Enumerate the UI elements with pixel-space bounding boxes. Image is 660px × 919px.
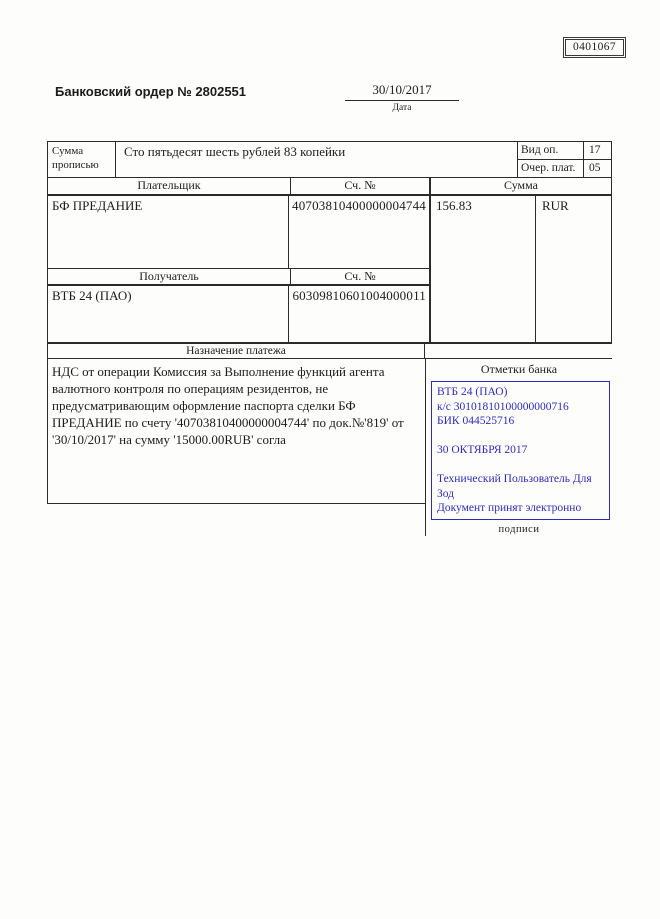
stamp-blank-line	[437, 458, 604, 473]
bank-marks-header: Отметки банка	[480, 362, 558, 376]
operation-type-value: 17	[589, 144, 601, 156]
operation-type-row	[518, 142, 611, 160]
operation-type-label: Вид оп.	[518, 142, 584, 159]
parties-left-part	[48, 196, 429, 342]
amount-words-label: Сумма прописью	[48, 142, 116, 177]
form-code: 0401067	[573, 41, 617, 53]
date-label: Дата	[392, 103, 412, 113]
stamp-operator: Технический Пользователь Для Зод	[437, 473, 592, 500]
recipient-row	[48, 286, 429, 342]
date-block	[345, 82, 459, 113]
parties-block	[47, 196, 612, 344]
purpose-text: НДС от операции Комиссия за Выполнение функций агента валютного контроля по операциям резидентов, не предусматривающим оформление паспорта сделки БФ ПРЕДАНИЕ по счету '40703810400000004744' по док.№'819' от '30/10/2017' на сумму '15000.00RUB' согла	[47, 359, 425, 504]
payer-account: 40703810400000004744	[292, 198, 426, 213]
bank-marks-column	[425, 359, 612, 536]
payment-priority-row	[518, 160, 611, 177]
purpose-header: Назначение платежа	[48, 344, 425, 358]
recipient-account: 60309810601004000011	[292, 288, 426, 303]
recipient-account-column-header: Сч. №	[344, 269, 376, 283]
date-value: 30/10/2017	[345, 82, 459, 101]
amount-column-header: Сумма	[429, 178, 611, 194]
order-table	[47, 141, 612, 536]
amount-column	[429, 196, 611, 342]
currency-code: RUR	[542, 198, 569, 213]
amount-words-row	[47, 141, 612, 178]
stamp-blank-line	[437, 429, 604, 444]
payer-name: БФ ПРЕДАНИЕ	[48, 196, 289, 268]
recipient-name: ВТБ 24 (ПАО)	[48, 286, 289, 342]
amount-words-value: Сто пятьдесят шесть рублей 83 копейки	[124, 144, 346, 159]
payer-column-header: Плательщик	[48, 178, 291, 194]
purpose-header-spacer	[425, 344, 612, 358]
stamp-date: 30 ОКТЯБРЯ 2017	[437, 444, 528, 456]
signatures-label: подписи	[498, 523, 540, 535]
recipient-column-header: Получатель	[48, 269, 291, 284]
purpose-and-marks-block	[47, 359, 612, 536]
payer-header-row	[47, 178, 612, 196]
payer-row	[48, 196, 429, 268]
bank-stamp	[431, 381, 610, 520]
page-title: Банковский ордер № 2802551	[55, 84, 247, 99]
payment-priority-value: 05	[589, 162, 601, 174]
payment-priority-label: Очер. плат.	[518, 160, 584, 177]
stamp-bank-name: ВТБ 24 (ПАО)	[437, 386, 508, 398]
purpose-header-row	[47, 344, 612, 359]
stamp-corr-account: к/с 30101810100000000716	[437, 400, 569, 413]
payer-account-column-header: Сч. №	[344, 178, 376, 192]
form-code-box	[563, 37, 626, 58]
stamp-accepted-note: Документ принят электронно	[437, 502, 582, 514]
stamp-bik: БИК 044525716	[437, 415, 515, 427]
recipient-header-row	[48, 268, 429, 286]
operation-info-block	[517, 142, 611, 177]
amount-value: 156.83	[431, 196, 536, 342]
